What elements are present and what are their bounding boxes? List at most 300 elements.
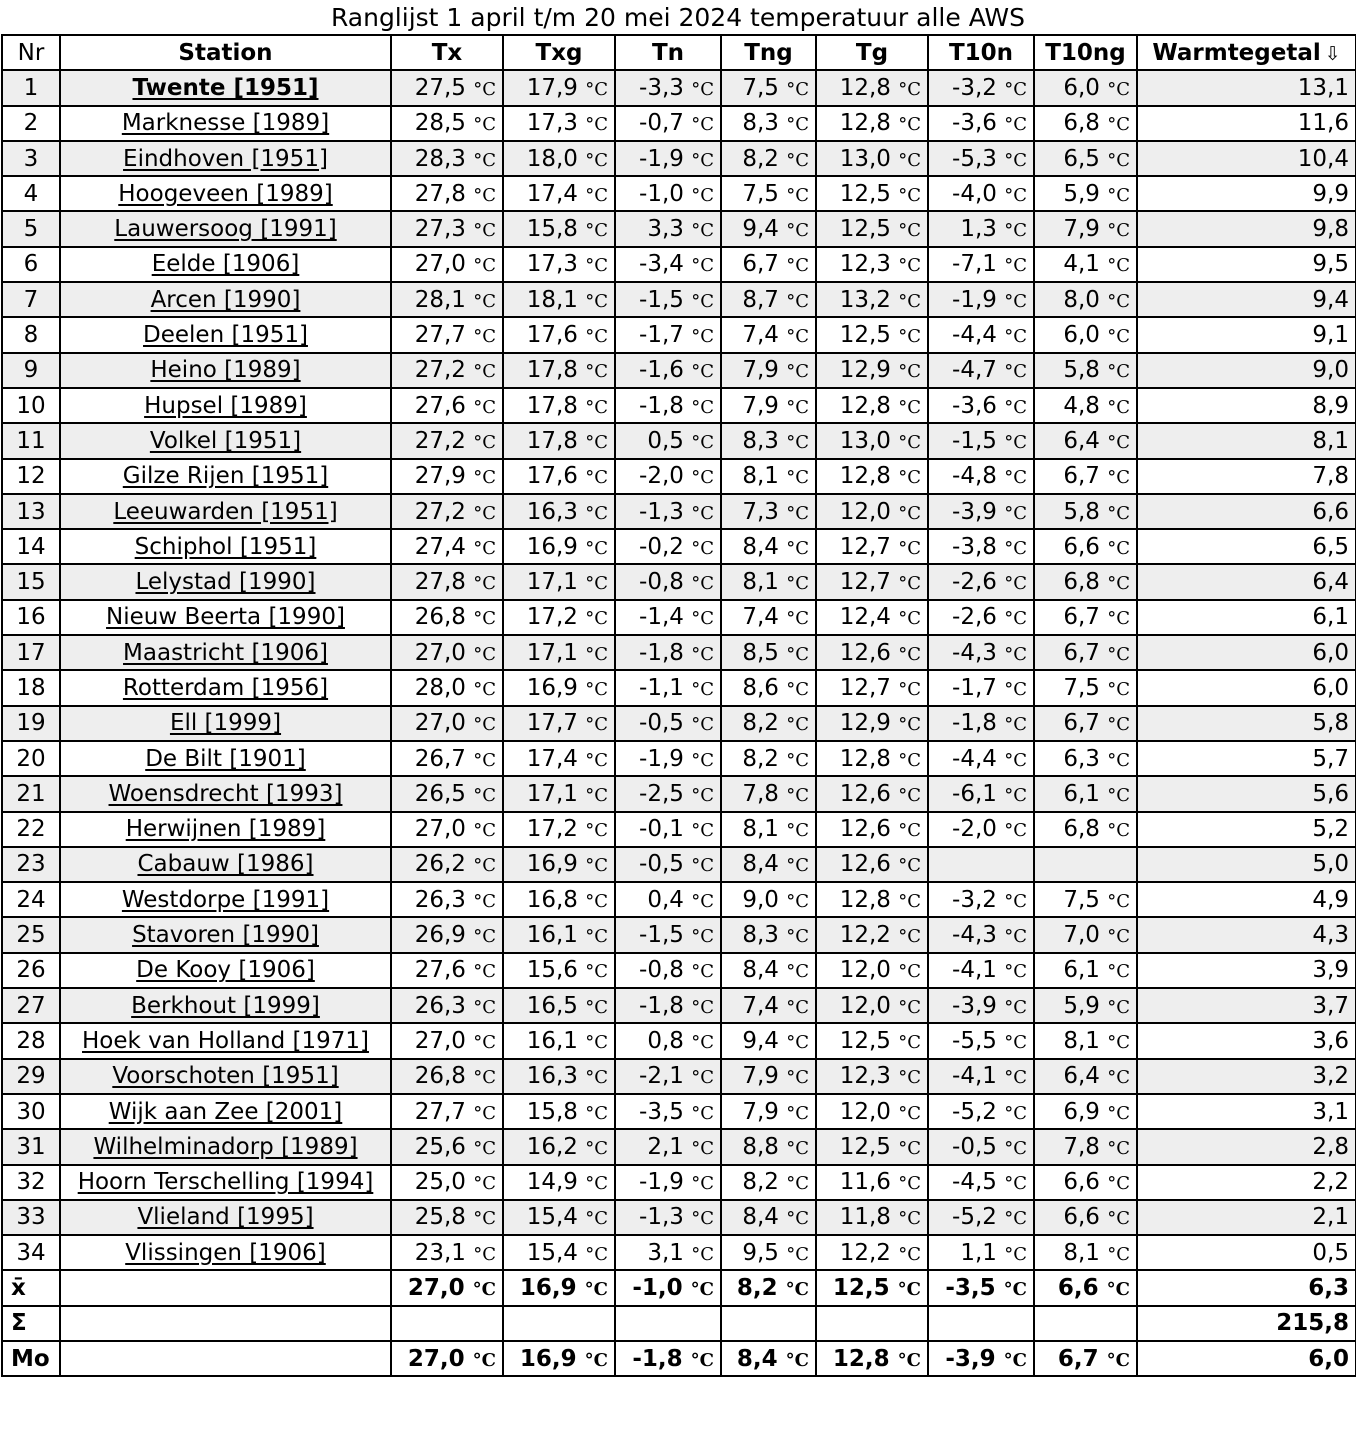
temp-value: 6,7 (1063, 463, 1100, 490)
tg-cell (816, 106, 928, 141)
unit-label: °C (1107, 431, 1130, 453)
unit-label: °C (691, 820, 714, 842)
rank-cell: 13 (2, 494, 60, 529)
unit-label: °C (585, 326, 608, 348)
temp-value: -2,6 (952, 569, 997, 596)
tng-cell (721, 1023, 816, 1058)
temp-value: 12,5 (839, 322, 891, 349)
unit-label: °C (1107, 78, 1130, 100)
temp-value: 6,1 (1063, 957, 1100, 984)
tng-cell (721, 1200, 816, 1235)
unit-label: °C (585, 1067, 608, 1089)
unit-label: °C (1107, 467, 1130, 489)
temp-value: 8,1 (742, 816, 779, 843)
col-header-tng[interactable]: Tng (721, 35, 816, 70)
warmtegetal-cell: 3,1 (1137, 1094, 1356, 1129)
unit-label: °C (473, 1173, 496, 1195)
temp-value: 8,8 (742, 1133, 779, 1160)
temp-value: 7,9 (742, 1098, 779, 1125)
unit-label: °C (473, 1137, 496, 1159)
unit-label: °C (1107, 643, 1130, 665)
station-link[interactable]: Herwijnen [1989] (125, 816, 326, 843)
tx-cell (391, 1059, 503, 1094)
station-cell (60, 953, 391, 988)
station-link[interactable]: Ell [1999] (169, 710, 282, 737)
col-header-warmtegetal[interactable] (1137, 35, 1356, 70)
temp-value: -1,3 (639, 1204, 684, 1231)
unit-label: °C (473, 1208, 496, 1230)
tx-cell (391, 1200, 503, 1235)
temp-value: -3,2 (952, 74, 997, 101)
unit-label: °C (691, 1243, 714, 1265)
unit-label: °C (786, 149, 809, 171)
tx-cell (391, 282, 503, 317)
temp-value: 17,8 (526, 357, 578, 384)
station-cell (60, 917, 391, 952)
t10ng-cell (1034, 459, 1137, 494)
temp-value: 27,6 (414, 957, 466, 984)
tng-cell (721, 741, 816, 776)
temp-value: 17,7 (526, 710, 578, 737)
temp-value: 8,4 (742, 533, 779, 560)
t10ng-cell (1034, 1129, 1137, 1164)
tng-summary-cell (721, 1341, 816, 1376)
tx-cell (391, 317, 503, 352)
table-row (2, 70, 1356, 105)
table-row (2, 494, 1356, 529)
warmtegetal-cell: 8,1 (1137, 423, 1356, 458)
unit-label: °C (898, 714, 921, 736)
unit-label: °C (1107, 1173, 1130, 1195)
tn-cell (615, 670, 721, 705)
temp-value: 8,5 (742, 639, 779, 666)
unit-label: °C (786, 361, 809, 383)
unit-label: °C (473, 255, 496, 277)
temp-value: 11,6 (839, 1169, 891, 1196)
tx-cell (391, 106, 503, 141)
t10n-cell (928, 176, 1034, 211)
tng-cell (721, 529, 816, 564)
station-link[interactable]: Marknesse [1989] (121, 110, 330, 137)
station-link[interactable]: Vlieland [1995] (137, 1204, 314, 1231)
temp-value: -1,8 (639, 392, 684, 419)
temp-value: 17,1 (526, 639, 578, 666)
tn-cell (615, 741, 721, 776)
txg-cell (503, 706, 615, 741)
rank-cell: 27 (2, 988, 60, 1023)
station-link[interactable]: Twente [1951] (132, 74, 319, 101)
t10n-cell (928, 1235, 1034, 1270)
unit-label: °C (585, 396, 608, 418)
temp-value: -3,5 (639, 1098, 684, 1125)
unit-label: °C (1004, 926, 1027, 948)
unit-label: °C (691, 996, 714, 1018)
tng-cell (721, 459, 816, 494)
table-row (2, 882, 1356, 917)
temp-value: -0,8 (639, 957, 684, 984)
tn-cell (615, 529, 721, 564)
temp-value: 12,8 (839, 463, 891, 490)
station-link[interactable]: Gilze Rijen [1951] (122, 463, 329, 490)
station-link[interactable]: Schiphol [1951] (134, 533, 317, 560)
unit-label: °C (1107, 326, 1130, 348)
unit-label: °C (786, 855, 809, 877)
tg-cell (816, 564, 928, 599)
unit-label: °C (691, 290, 714, 312)
temp-value: -1,7 (952, 674, 997, 701)
rank-cell: 19 (2, 706, 60, 741)
warmtegetal-cell: 9,5 (1137, 247, 1356, 282)
temp-value: 27,4 (414, 533, 466, 560)
unit-label: °C (472, 1279, 496, 1301)
temp-value: 2,1 (647, 1133, 684, 1160)
warmtegetal-cell: 3,2 (1137, 1059, 1356, 1094)
temp-value: 12,6 (839, 780, 891, 807)
tn-cell (615, 211, 721, 246)
rank-cell: 24 (2, 882, 60, 917)
warmtegetal-cell: 5,8 (1137, 706, 1356, 741)
temp-value: 16,3 (526, 1063, 578, 1090)
unit-label: °C (473, 1031, 496, 1053)
tg-cell (816, 1235, 928, 1270)
unit-label: °C (897, 1279, 921, 1301)
unit-label: °C (898, 749, 921, 771)
station-link[interactable]: Heino [1989] (150, 357, 301, 384)
station-link[interactable]: Deelen [1951] (143, 322, 308, 349)
col-header-txg[interactable]: Txg (503, 35, 615, 70)
temp-value: 27,0 (414, 816, 466, 843)
station-link[interactable]: Maastricht [1906] (123, 639, 328, 666)
temp-value: 28,5 (414, 110, 466, 137)
unit-label: °C (691, 961, 714, 983)
temp-value: 8,2 (742, 145, 779, 172)
tn-cell (615, 494, 721, 529)
temp-value: 12,7 (839, 674, 891, 701)
unit-label: °C (473, 961, 496, 983)
table-row (2, 564, 1356, 599)
station-link[interactable]: Hoogeveen [1989] (118, 180, 333, 207)
unit-label: °C (786, 820, 809, 842)
temp-value: -3,3 (639, 74, 684, 101)
unit-label: °C (898, 431, 921, 453)
tng-cell (721, 353, 816, 388)
unit-label: °C (1004, 678, 1027, 700)
unit-label: °C (691, 1102, 714, 1124)
tx-cell (391, 564, 503, 599)
summary-label: Σ (2, 1306, 60, 1341)
t10n-cell (928, 670, 1034, 705)
station-cell (60, 847, 391, 882)
unit-label: °C (473, 537, 496, 559)
unit-label: °C (786, 220, 809, 242)
temp-value: -4,4 (952, 322, 997, 349)
unit-label: °C (691, 1208, 714, 1230)
unit-label: °C (473, 573, 496, 595)
t10n-cell (928, 706, 1034, 741)
temp-value: 26,3 (414, 886, 466, 913)
col-header-nr[interactable]: Nr (2, 35, 60, 70)
table-row (2, 529, 1356, 564)
col-header-tx[interactable]: Tx (391, 35, 503, 70)
station-link[interactable]: Wijk aan Zee [2001] (108, 1098, 343, 1125)
t10ng-cell (1034, 388, 1137, 423)
temp-value: 7,9 (742, 1063, 779, 1090)
t10n-cell (928, 741, 1034, 776)
station-link[interactable]: Eelde [1906] (151, 251, 300, 278)
temp-value: 16,1 (526, 1027, 578, 1054)
rank-cell: 3 (2, 141, 60, 176)
tg-cell (816, 706, 928, 741)
unit-label: °C (898, 1067, 921, 1089)
station-link[interactable]: De Bilt [1901] (145, 745, 306, 772)
unit-label: °C (1107, 361, 1130, 383)
station-link[interactable]: Volkel [1951] (149, 427, 302, 454)
tng-cell (721, 141, 816, 176)
station-link[interactable]: Arcen [1990] (150, 286, 301, 313)
unit-label: °C (473, 1102, 496, 1124)
unit-label: °C (585, 467, 608, 489)
t10ng-cell (1034, 529, 1137, 564)
temp-value: 6,4 (1063, 427, 1100, 454)
station-link[interactable]: Rotterdam [1956] (122, 674, 329, 701)
temp-value: -3,9 (952, 498, 997, 525)
tg-cell (816, 459, 928, 494)
temp-value: 8,4 (742, 851, 779, 878)
t10ng-cell (1034, 176, 1137, 211)
unit-label: °C (691, 784, 714, 806)
table-row (2, 847, 1356, 882)
txg-cell (503, 494, 615, 529)
unit-label: °C (1004, 890, 1027, 912)
temp-value: 12,8 (839, 74, 891, 101)
txg-cell (503, 317, 615, 352)
temp-value: 12,2 (839, 1239, 891, 1266)
tx-cell (391, 776, 503, 811)
station-cell (60, 70, 391, 105)
unit-label: °C (585, 290, 608, 312)
unit-label: °C (473, 1243, 496, 1265)
unit-label: °C (585, 1102, 608, 1124)
tn-cell (615, 282, 721, 317)
t10ng-cell (1034, 1165, 1137, 1200)
tx-cell (391, 741, 503, 776)
tx-cell (391, 459, 503, 494)
unit-label: °C (1107, 220, 1130, 242)
warmtegetal-cell: 4,3 (1137, 917, 1356, 952)
unit-label: °C (691, 220, 714, 242)
tng-cell (721, 988, 816, 1023)
temp-value: 4,1 (1063, 251, 1100, 278)
warmtegetal-cell: 3,7 (1137, 988, 1356, 1023)
unit-label: °C (1107, 926, 1130, 948)
tn-summary-cell (615, 1270, 721, 1305)
table-row (2, 988, 1356, 1023)
temp-value: -7,1 (952, 251, 997, 278)
temp-value: -1,8 (639, 639, 684, 666)
station-link[interactable]: Leeuwarden [1951] (113, 498, 338, 525)
unit-label: °C (1004, 149, 1027, 171)
unit-label: °C (786, 996, 809, 1018)
table-row (2, 917, 1356, 952)
station-link[interactable]: Woensdrecht [1993] (108, 780, 343, 807)
txg-cell (503, 988, 615, 1023)
table-row (2, 211, 1356, 246)
temp-value: 17,8 (526, 427, 578, 454)
station-link[interactable]: Eindhoven [1951] (123, 145, 328, 172)
temp-value: -1,7 (639, 322, 684, 349)
t10ng-cell (1034, 141, 1137, 176)
station-link[interactable]: Lelystad [1990] (135, 569, 316, 596)
tng-cell (721, 247, 816, 282)
station-link[interactable]: Wilhelminadorp [1989] (93, 1133, 358, 1160)
temp-value: 7,5 (1063, 674, 1100, 701)
unit-label: °C (690, 1349, 714, 1371)
unit-label: °C (691, 1067, 714, 1089)
t10n-cell (928, 635, 1034, 670)
temp-value: 12,8 (839, 745, 891, 772)
station-link[interactable]: De Kooy [1906] (136, 957, 315, 984)
t10ng-cell (1034, 600, 1137, 635)
col-header-tg[interactable]: Tg (816, 35, 928, 70)
unit-label: °C (786, 114, 809, 136)
temp-value: -6,1 (952, 780, 997, 807)
t10ng-cell (1034, 1235, 1137, 1270)
station-link[interactable]: Vlissingen [1906] (125, 1239, 326, 1266)
temp-value: -3,6 (952, 392, 997, 419)
unit-label: °C (585, 714, 608, 736)
table-row (2, 176, 1356, 211)
temp-value: 8,1 (742, 569, 779, 596)
station-link[interactable]: Voorschoten [1951] (112, 1063, 339, 1090)
warmtegetal-cell: 7,8 (1137, 459, 1356, 494)
tng-cell (721, 176, 816, 211)
station-link[interactable]: Hoorn Terschelling [1994] (77, 1169, 374, 1196)
station-link[interactable]: Westdorpe [1991] (121, 886, 330, 913)
temp-value: 7,8 (1063, 1133, 1100, 1160)
warmtegetal-cell: 5,7 (1137, 741, 1356, 776)
temp-value: -1,4 (639, 604, 684, 631)
station-link[interactable]: Lauwersoog [1991] (114, 216, 337, 243)
unit-label: °C (691, 890, 714, 912)
temp-value: 11,8 (839, 1204, 891, 1231)
station-link[interactable]: Hupsel [1989] (144, 392, 307, 419)
rank-cell: 10 (2, 388, 60, 423)
station-cell (60, 1165, 391, 1200)
temp-value: 12,9 (839, 710, 891, 737)
tx-cell (391, 529, 503, 564)
tng-cell (721, 953, 816, 988)
col-header-t10ng[interactable]: T10ng (1034, 35, 1137, 70)
warmtegetal-summary-cell: 215,8 (1137, 1306, 1356, 1341)
sort-down-icon[interactable]: ⇩ (1324, 42, 1341, 65)
t10ng-cell (1034, 882, 1137, 917)
unit-label: °C (585, 961, 608, 983)
tg-cell (816, 353, 928, 388)
temp-value: 8,0 (1063, 286, 1100, 313)
t10n-cell (928, 1059, 1034, 1094)
temp-value: 17,3 (526, 110, 578, 137)
txg-summary-cell (503, 1270, 615, 1305)
warmtegetal-cell: 6,0 (1137, 635, 1356, 670)
temp-value: 6,8 (1063, 816, 1100, 843)
col-header-t10n[interactable]: T10n (928, 35, 1034, 70)
col-header-station[interactable]: Station (60, 35, 391, 70)
unit-label: °C (1107, 149, 1130, 171)
tg-cell (816, 211, 928, 246)
unit-label: °C (1107, 502, 1130, 524)
station-link[interactable]: Cabauw [1986] (137, 851, 314, 878)
temp-value: -1,3 (639, 498, 684, 525)
unit-label: °C (1106, 1279, 1130, 1301)
unit-label: °C (898, 184, 921, 206)
temp-value: 8,2 (742, 710, 779, 737)
warmtegetal-cell: 6,5 (1137, 529, 1356, 564)
temp-value: 8,2 (742, 745, 779, 772)
temp-value: 12,3 (839, 251, 891, 278)
t10n-cell (928, 917, 1034, 952)
temp-value: 7,3 (742, 498, 779, 525)
unit-label: °C (1107, 1243, 1130, 1265)
temp-value: 7,4 (742, 322, 779, 349)
unit-label: °C (585, 1173, 608, 1195)
unit-label: °C (786, 926, 809, 948)
station-cell (60, 564, 391, 599)
t10n-cell (928, 1129, 1034, 1164)
tx-cell (391, 1023, 503, 1058)
temp-value: 8,4 (736, 1345, 778, 1372)
station-link[interactable]: Nieuw Beerta [1990] (106, 604, 345, 631)
unit-label: °C (1004, 1208, 1027, 1230)
txg-cell (503, 882, 615, 917)
tg-cell (816, 1200, 928, 1235)
temp-value: 7,4 (742, 604, 779, 631)
station-link[interactable]: Hoek van Holland [1971] (82, 1027, 369, 1054)
station-link[interactable]: Berkhout [1999] (131, 992, 320, 1019)
station-cell (60, 353, 391, 388)
tg-cell (816, 847, 928, 882)
tng-cell (721, 812, 816, 847)
col-header-tn[interactable]: Tn (615, 35, 721, 70)
t10n-cell (928, 317, 1034, 352)
tx-cell (391, 1165, 503, 1200)
unit-label: °C (898, 114, 921, 136)
temp-value: 25,6 (414, 1133, 466, 1160)
temp-value: 16,2 (526, 1133, 578, 1160)
unit-label: °C (1004, 784, 1027, 806)
temp-value: 26,8 (414, 604, 466, 631)
txg-cell (503, 1094, 615, 1129)
warmtegetal-cell: 2,2 (1137, 1165, 1356, 1200)
temp-value: 27,8 (414, 569, 466, 596)
temp-value: 1,1 (960, 1239, 997, 1266)
temp-value: -4,1 (952, 957, 997, 984)
temp-value: 17,2 (526, 816, 578, 843)
table-row (2, 1235, 1356, 1270)
table-row (2, 741, 1356, 776)
unit-label: °C (585, 890, 608, 912)
tng-cell (721, 317, 816, 352)
t10ng-cell (1034, 211, 1137, 246)
tg-cell (816, 176, 928, 211)
temp-value: -1,8 (632, 1345, 683, 1372)
station-link[interactable]: Stavoren [1990] (132, 922, 319, 949)
station-cell (60, 176, 391, 211)
temp-value: -2,0 (639, 463, 684, 490)
unit-label: °C (898, 290, 921, 312)
t10n-cell (928, 953, 1034, 988)
temp-value: -3,9 (952, 992, 997, 1019)
t10n-cell (928, 494, 1034, 529)
